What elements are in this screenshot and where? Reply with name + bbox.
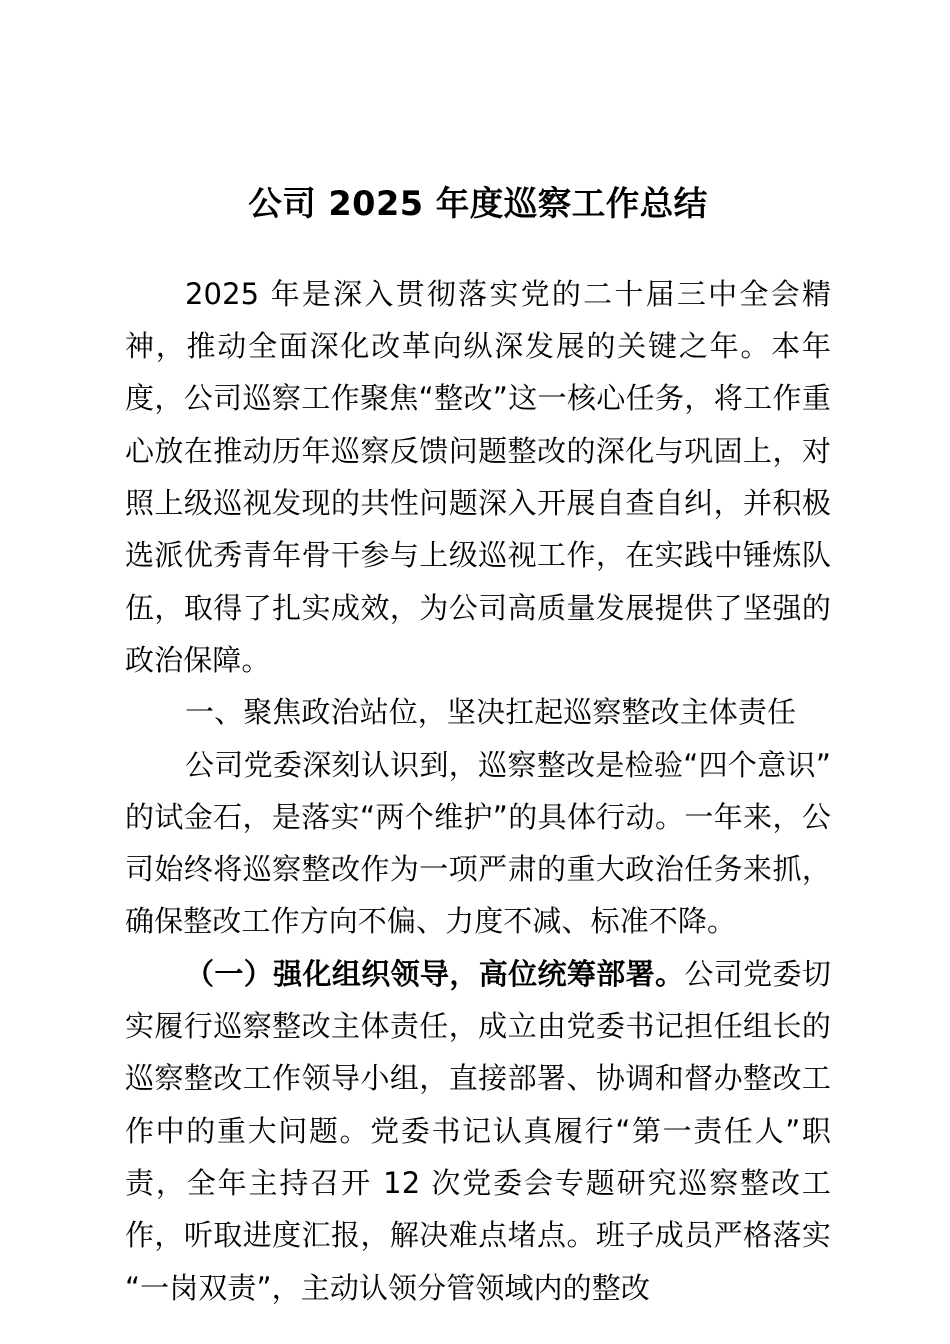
subsection-one-paragraph <box>125 948 831 1314</box>
document-content <box>125 0 831 1314</box>
opening-paragraph: 2025 年是深入贯彻落实党的二十届三中全会精神，推动全面深化改革向纵深发展的关键之年。本年度，公司巡察工作聚焦“整改”这一核心任务，将工作重心放在推动历年巡察反馈问题整改的深化与巩固上，对照上级巡视发现的共性问题深入开展自查自纠，并积极选派优秀青年骨干参与上级巡视工作，在实践中锤炼队伍，取得了扎实成效，为公司高质量发展提供了坚强的政治保障。 <box>125 276 831 677</box>
subsection-one-bold-lead: （一）强化组织领导，高位统筹部署。 <box>185 956 685 991</box>
section-heading-one: 一、聚焦政治站位，坚决扛起巡察整改主体责任 <box>185 695 797 730</box>
subsection-one-body-text: 公司党委切实履行巡察整改主体责任，成立由党委书记担任组长的巡察整改工作领导小组，直接部署、协调和督办整改工作中的重大问题。党委书记认真履行“第一责任人”职责，全年主持召开 12 次党委会专题研究巡察整改工作，听取进度汇报，解决难点堵点。班子成员严格落实“一岗双责”，主动认领分管领域内的整改 <box>125 956 831 1305</box>
document-title: 公司 2025 年度巡察工作总结 <box>248 184 708 223</box>
section-one-paragraph: 公司党委深刻认识到，巡察整改是检验“四个意识”的试金石，是落实“两个维护”的具体行动。一年来，公司始终将巡察整改作为一项严肃的重大政治任务来抓，确保整改工作方向不偏、力度不减、标准不降。 <box>125 747 831 939</box>
